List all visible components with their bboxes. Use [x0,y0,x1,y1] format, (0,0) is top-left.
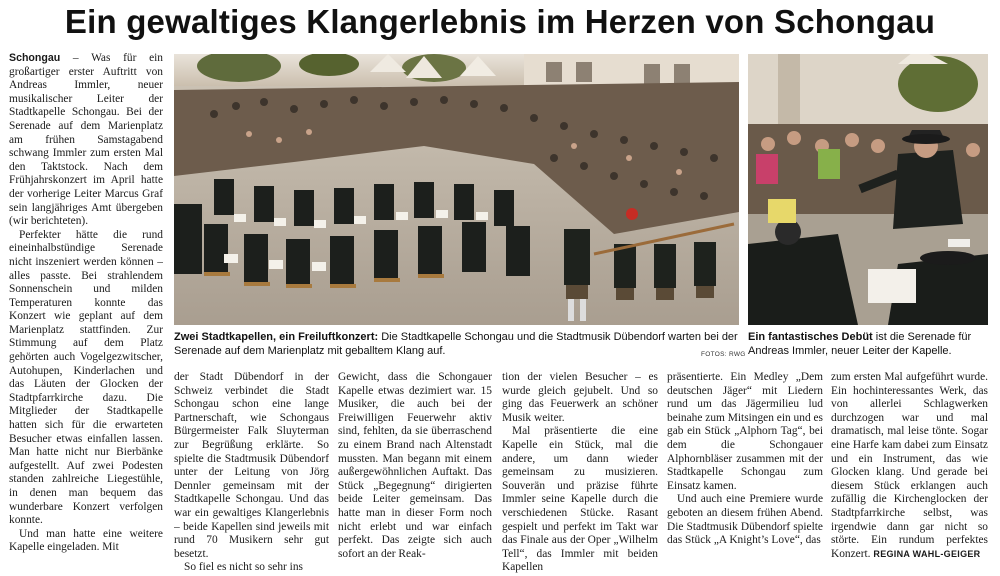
headline: Ein gewaltiges Klangerlebnis im Herzen von Schongau [64,3,936,40]
author-byline: REGINA WAHL-GEIGER [873,548,981,559]
paragraph [831,371,988,561]
paragraph: So fiel es nicht so sehr ins [184,561,303,574]
article-column-5 [667,371,823,576]
paragraph: der Stadt Dübendorf in der Schweiz verbindet die Stadt Schongau schon eine lange Partnerschaft, wie Schongaus Bürgermeister Falk Sluyterman zur Begrüßung erklärte. So spielte die Stadtmusik Dübendorf unter der Leitung von Jörg Dennler gemeinsam mit der Stadtkapelle Schongau. Und das war ein gewaltiges Klangerlebnis – beide Kapellen sind jeweils mit rund 70 Musikern sehr gut besetzt. [174,371,329,560]
caption-text: Die Stadtkapelle Schongau und die Stadtmusik Dübendorf warten bei der Serenade auf dem Marienplatz mit geballtem Klang auf. [174,331,738,357]
article-column-1 [9,52,163,576]
conductor-photo-image [748,54,988,325]
concert-photo-image [174,54,739,325]
conductor-photo [748,54,988,325]
paragraph: präsentierte. Ein Medley „Dem deutschen Jäger“ mit Liedern rund um das Jägermilieu lud beinahe zum Mitsingen ein und es gab ein Stück „Alphorn Tag“, bei dem die Schongauer Alphornbläser zusammen mit der Stadtkapelle Schongau zum Einsatz kamen. [667,371,823,492]
paragraph: Und auch eine Premiere wurde geboten an diesem frühen Abend. Die Stadtmusik Dübendorf spielte das Stück „A Knight’s Love“, das [667,493,823,547]
paragraph-text: – Was für ein großartiger erster Auftritt von Andreas Immler, neuer musikalischer Leiter der Stadtkapelle Schongau. Bei der Serenade auf dem Marienplatz am frühen Samstagabend schwang Immler zum ersten Mal den Taktstock. Nach dem Frühjahrskonzert im April hatte der vorherige Leiter Marcus Graf sein langjähriges Amt übergeben (wir berichteten). [9,52,163,228]
caption-text: ist die Serenade für Andreas Immler, neuer Leiter der Kapelle. [748,331,972,357]
paragraph: Und man hatte eine weitere Kapelle eingeladen. Mit [9,527,163,554]
paragraph: Perfekter hätte die rund eineinhalbstündige Serenade nicht inszeniert werden können – alles passte. Bei strahlendem Sonnenschein und milden Temperaturen konnte das Konzert wie geplant auf dem Marienplatz stattfinden. Zur Stimmung auf dem Platz gehörten auch Vogelgezwitscher, Autohupen, Kinderlachen und das Läuten der Glocken der Stadtpfarrkirche dazu. Die Mitglieder der Stadtkapelle hatten sich für die erwarteten Besucher etwas einfallen lassen. Man hatte nicht nur Bierbänke aufgestellt. Auf zwei Podesten standen zahlreiche Liegestühle, in denen man bequem das wunderbare Konzert verfolgen konnte. [9,228,163,527]
article-column-2 [174,371,329,576]
paragraph-text: zum ersten Mal aufgeführt wurde. Ein hochinteressantes Werk, das von allerlei Schlagwerken durchzogen war und mal dramatisch, mal leise tönte. Sogar eine Harfe kam dabei zum Einsatz und ein Instrument, das wie Glocken klang. Und gerade bei diesem Stück erklangen auch zufällig die Kirchenglocken der Stadtpfarrkirche selbst, was irgendwie dann gar nicht so störte. Ein rundum perfektes Konzert. [831,371,988,560]
photo-credit: FOTOS: RWG [701,351,746,358]
paragraph: Mal präsentierte die eine Kapelle ein Stück, mal die andere, um dann wieder gemeinsam zu musizieren. Souverän und präzise führte Immler seine Kapelle durch die verschiedenen Stücke. Rasant gespielt und perfekt im Takt war das Finale aus der Oper „Wilhelm Tell“, das Immler mit beiden Kapellen [502,425,658,574]
article-column-3 [338,371,492,576]
dateline: Schongau [9,52,61,64]
lead-paragraph [9,52,163,229]
concert-photo-main [174,54,739,325]
paragraph: Gewicht, dass die Schongauer Kapelle etwas dezimiert war. 15 Musiker, die auch bei der Freiwilligen Feuerwehr aktiv sind, fehlten, da sie überraschend zu einem Brand nach Altenstadt mussten. Man begann mit einem außergewöhnlichen Auftakt. Das Stück „Begegnung“ dirigierten beide Leiter gemeinsam. Das hatte man in dieser Form noch nicht erlebt und war einfach perfekt. Das zeigte sich auch sofort an der Reak- [338,371,492,560]
article-column-4 [502,371,658,576]
caption-lead: Ein fantastisches Debüt [748,331,873,343]
photo-caption-side [748,331,990,358]
caption-lead: Zwei Stadtkapellen, ein Freiluftkonzert: [174,331,379,343]
paragraph: tion der vielen Besucher – es wurde gleich gejubelt. Und so ging das Feuerwerk an schöner Musik weiter. [502,371,658,424]
photo-caption-main [174,331,740,358]
article-column-6 [831,371,988,576]
